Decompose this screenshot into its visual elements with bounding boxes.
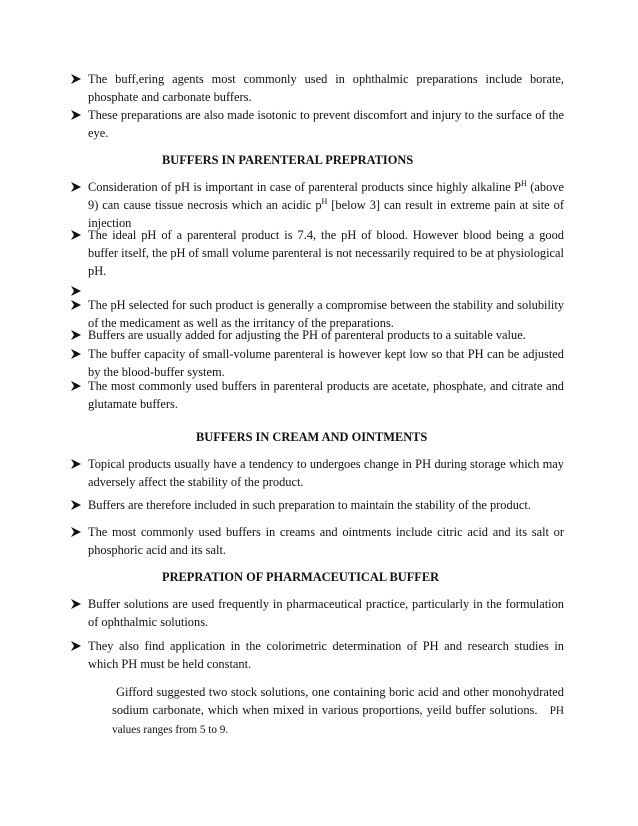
arrow-bullet-icon [69,226,83,244]
list-item [88,326,564,344]
arrow-bullet-icon [69,377,83,395]
list-item [88,226,564,280]
list-item [88,637,564,673]
list-item [88,523,564,559]
bullet-text: Buffers are usually added for adjusting the PH of parenteral products to a suitable value. [88,328,526,342]
bullet-text: Consideration of pH is important in case of parenteral products since highly alkaline $P^H$ (above 9) can cause tissue necrosis which an acidic $p^H$ [below 3] can result in extreme pain at site of injection [88,179,564,230]
bullet-text: These preparations are also made isotonic to prevent discomfort and injury to the surface of the eye. [88,108,564,140]
list-item [88,345,564,381]
arrow-bullet-icon [69,455,83,473]
body-paragraph: Gifford suggested two stock solutions, one containing boric acid and other monohydrated sodium carbonate, which when mixed in various proportions, yeild buffer solutions. PH values ranges from 5 to 9. [112,685,564,736]
arrow-bullet-icon [69,595,83,613]
bullet-text: Buffers are therefore included in such preparation to maintain the stability of the product. [88,498,531,512]
list-item [88,106,564,142]
section-heading-prepration: PREPRATION OF PHARMACEUTICAL BUFFER [162,570,440,584]
bullet-text: Buffer solutions are used frequently in pharmaceutical practice, particularly in the formulation of ophthalmic solutions. [88,597,564,629]
list-item [88,496,564,514]
section-heading-parenteral: BUFFERS IN PARENTERAL PREPRATIONS [162,153,414,167]
arrow-bullet-icon [69,296,83,314]
bullet-text: The ideal pH of a parenteral product is 7.4, the pH of blood. However blood being a good buffer itself, the pH of small volume parenteral is not necessarily required to be at physiological pH. [88,228,564,278]
arrow-bullet-icon [69,523,83,541]
list-item [88,377,564,413]
bullet-text: The buffer capacity of small-volume parenteral is however kept low so that PH can be adjusted by the blood-buffer system. [88,347,564,379]
arrow-bullet-icon [69,345,83,363]
arrow-bullet-icon [69,178,83,196]
arrow-bullet-icon [69,106,83,124]
list-item [88,178,564,232]
list-item [88,455,564,491]
bullet-text: The most commonly used buffers in creams and ointments include citric acid and its salt or phosphoric acid and its salt. [88,525,564,557]
bullet-text: Topical products usually have a tendency to undergoes change in PH during storage which may adversely affect the stability of the product. [88,457,564,489]
bullet-text: The buff,ering agents most commonly used in ophthalmic preparations include borate, phosphate and carbonate buffers. [88,72,564,104]
bullet-text: They also find application in the colorimetric determination of PH and research studies in which PH must be held constant. [88,639,564,671]
bullet-text: The most commonly used buffers in parenteral products are acetate, phosphate, and citrate and glutamate buffers. [88,379,564,411]
arrow-bullet-icon [69,496,83,514]
list-item [88,70,564,106]
list-item [88,595,564,631]
bullet-text: The pH selected for such product is generally a compromise between the stability and solubility of the medicament as well as the irritancy of the preparations. [88,298,564,330]
section-heading-cream: BUFFERS IN CREAM AND OINTMENTS [196,430,428,444]
arrow-bullet-icon [69,70,83,88]
arrow-bullet-icon [69,637,83,655]
arrow-bullet-icon [69,326,83,344]
